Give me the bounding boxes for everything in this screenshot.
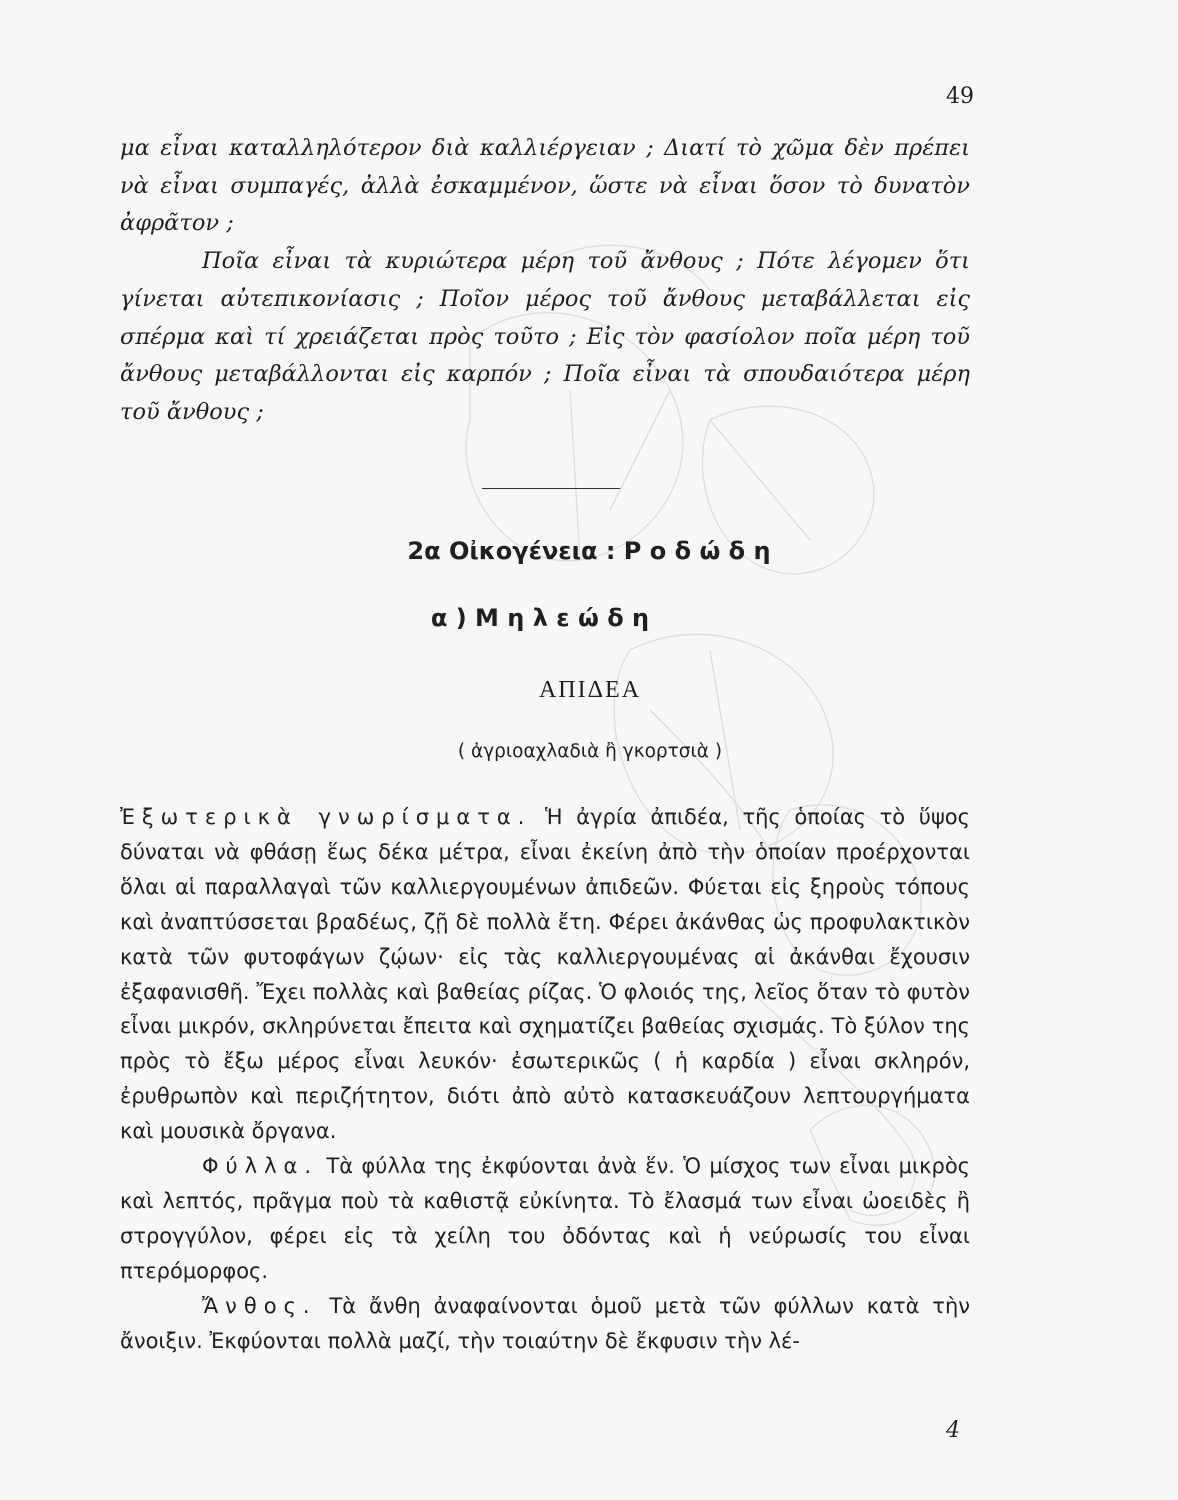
plant-description — [120, 800, 970, 1359]
plant-title: ΑΠΙΔΕΑ — [538, 677, 642, 703]
page-number: 49 — [946, 84, 974, 109]
plant-alt-names: ( ἀγριοαχλαδιὰ ἢ γκορτσιὰ ) — [457, 741, 723, 762]
question-paragraph: Ποῖα εἶναι τὰ κυριώτερα μέρη τοῦ ἄνθους ; Πότε λέγομεν ὅτι γίνεται αὐτεπικονίασις ; Ποῖον μέρος τοῦ ἄνθους μεταβάλλεται εἰς σπέρμα καὶ τί χρειάζεται πρὸς τοῦτο ; Εἰς τὸν φασίολον ποῖα μέρη τοῦ ἄνθους μεταβάλλονται εἰς καρπόν ; Ποῖα εἶναι τὰ σπουδαιότερα μέρη τοῦ ἄνθους ; — [120, 248, 970, 425]
family-heading: 2α Οἰκογένεια : Ρ ο δ ώ δ η — [407, 537, 771, 565]
section-label: Ἐξωτερικὰ γνωρίσματα. — [120, 805, 532, 829]
section-label: Ἄνθος. — [202, 1293, 317, 1318]
description-paragraph — [120, 1289, 970, 1359]
section-label: Φύλλα. — [202, 1154, 319, 1179]
description-paragraph — [120, 800, 970, 1149]
section-text: Τὰ φύλλα της ἐκφύονται ἀνὰ ἕν. Ὁ μίσχος των εἶναι μικρὸς καὶ λεπτός, πρᾶγμα ποὺ τὰ καθιστᾷ εὐκίνητα. Τὸ ἔλασμά των εἶναι ὠοειδὲς ἢ στρογγύλον, φέρει εἰς τὰ χείλη του ὀδόντας καὶ ἡ νεύρωσίς του εἶναι πτερόμορφος. — [120, 1154, 970, 1283]
section-divider — [482, 488, 620, 489]
question-paragraph: μα εἶναι καταλληλότερον διὰ καλλιέργειαν ; Διατί τὸ χῶμα δὲν πρέπει νὰ εἶναι συμπαγές, ἀλλὰ ἐσκαμμένον, ὥστε νὰ εἶναι ὅσον τὸ δυνατὸν ἀφρᾶτον ; — [120, 135, 970, 237]
subfamily-heading: α ) Μ η λ ε ώ δ η — [430, 604, 650, 632]
section-text: Τὰ ἄνθη ἀναφαίνονται ὁμοῦ μετὰ τῶν φύλλων κατὰ τὴν ἄνοιξιν. Ἐκφύονται πολλὰ μαζί, τὴν τοιαύτην δὲ ἔκφυσιν τὴν λέ- — [120, 1293, 970, 1353]
section-text: Ἡ ἀγρία ἀπιδέα, τῆς ὁποίας τὸ ὕψος δύναται νὰ φθάσῃ ἕως δέκα μέτρα, εἶναι ἐκείνη ἀπὸ τὴν ὁποίαν προέρχονται ὅλαι αἱ παραλλαγαὶ τῶν καλλιεργουμένων ἀπιδεῶν. Φύεται εἰς ξηροὺς τόπους καὶ ἀναπτύσσεται βραδέως, ζῇ δὲ πολλὰ ἔτη. Φέρει ἀκάνθας ὡς προφυλακτικὸν κατὰ τῶν φυτοφάγων ζῴων· εἰς τὰς καλλιεργουμένας αἱ ἀκάνθαι ἔχουσιν ἐξαφανισθῆ. Ἔχει πολλὰς καὶ βαθείας ρίζας. Ὁ φλοιός της, λεῖος ὅταν τὸ φυτὸν εἶναι μικρόν, σκληρύνεται ἔπειτα καὶ σχηματίζει βαθείας σχισμάς. Τὸ ξύλον της πρὸς τὸ ἔξω μέρος εἶναι λευκόν· ἐσωτερικῶς ( ἡ καρδία ) εἶναι σκληρόν, ἐρυθρωπὸν καὶ περιζήτητον, διότι ἀπὸ αὐτὸ κατασκευάζουν λεπτουργήματα καὶ μουσικὰ ὄργανα. — [120, 805, 970, 1144]
review-questions — [120, 130, 970, 432]
description-paragraph — [120, 1149, 970, 1289]
signature-mark: 4 — [946, 1418, 960, 1443]
